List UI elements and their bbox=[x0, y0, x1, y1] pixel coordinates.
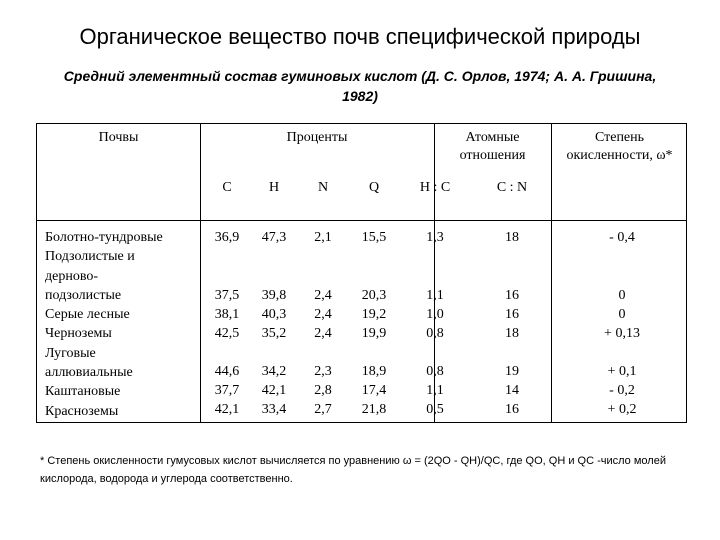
value-c: 37,5 38,1 42,5 bbox=[214, 288, 240, 341]
value-n: 2,3 2,8 2,7 bbox=[314, 364, 332, 417]
subheader-c: C bbox=[222, 180, 232, 195]
value-n: 2,4 2,4 2,4 bbox=[314, 288, 332, 341]
value-omega: - 0,4 bbox=[609, 230, 635, 245]
header-oxidation-degree: Степень окисленности, ω* bbox=[566, 130, 673, 163]
subheader-c-n: C : N bbox=[496, 180, 528, 195]
value-omega: 0 0 + 0,13 bbox=[604, 288, 640, 341]
value-q: 15,5 bbox=[361, 230, 387, 245]
value-h: 39,8 40,3 35,2 bbox=[261, 288, 287, 341]
composition-table bbox=[36, 123, 687, 423]
header-percent: Проценты bbox=[286, 130, 348, 145]
soils-list bbox=[45, 228, 163, 421]
subheader-h-c: H : C bbox=[419, 180, 451, 195]
soil-name: Подзолистые и bbox=[45, 249, 135, 265]
header-soils: Почвы bbox=[98, 130, 139, 145]
value-q: 20,3 19,2 19,9 bbox=[361, 288, 387, 341]
value-c: 44,6 37,7 42,1 bbox=[214, 364, 240, 417]
soil-name: Болотно-тундровые bbox=[45, 230, 163, 245]
subheader-q: Q bbox=[368, 180, 380, 195]
table-divider bbox=[37, 220, 686, 221]
soil-name: Красноземы bbox=[45, 403, 119, 419]
value-omega: + 0,1 - 0,2 + 0,2 bbox=[607, 364, 637, 417]
value-h-c: 1,3 bbox=[426, 230, 444, 245]
soil-name: Черноземы bbox=[45, 326, 112, 342]
soil-name: Серые лесные bbox=[45, 307, 130, 323]
value-n: 2,1 bbox=[314, 230, 332, 245]
footnote: * Степень окисленности гумусовых кислот вычисляется по уравнению ω = (2QO - QH)/QC, где QO, QH и QC -число молей кислорода, водорода и углерода соответственно. bbox=[40, 455, 666, 485]
soil-name: дерново- bbox=[45, 268, 99, 284]
soil-name: подзолистые bbox=[45, 287, 122, 303]
subheader-n: N bbox=[317, 180, 329, 195]
page-title: Органическое вещество почв специфической природы bbox=[79, 24, 641, 49]
header-atomic-ratios: Атомные отношения bbox=[459, 130, 526, 163]
soil-name: аллювиальные bbox=[45, 365, 133, 381]
value-h-c: 0,8 1,1 0,5 bbox=[426, 364, 444, 417]
value-h: 47,3 bbox=[261, 230, 287, 245]
value-h-c: 1,1 1,0 0,8 bbox=[426, 288, 444, 341]
value-h: 34,2 42,1 33,4 bbox=[261, 364, 287, 417]
table-divider bbox=[200, 124, 201, 422]
soil-name: Луговые bbox=[45, 345, 96, 361]
value-c-n: 18 bbox=[505, 230, 519, 245]
value-q: 18,9 17,4 21,8 bbox=[361, 364, 387, 417]
soil-name: Каштановые bbox=[45, 384, 121, 400]
value-c-n: 19 14 16 bbox=[505, 364, 519, 417]
value-c: 36,9 bbox=[214, 230, 240, 245]
subheader-h: H bbox=[268, 180, 280, 195]
page-subtitle: Средний элементный состав гуминовых кислот (Д. С. Орлов, 1974; А. А. Гришина, 1982) bbox=[63, 68, 657, 104]
value-c-n: 16 16 18 bbox=[505, 288, 519, 341]
table-divider bbox=[551, 124, 552, 422]
